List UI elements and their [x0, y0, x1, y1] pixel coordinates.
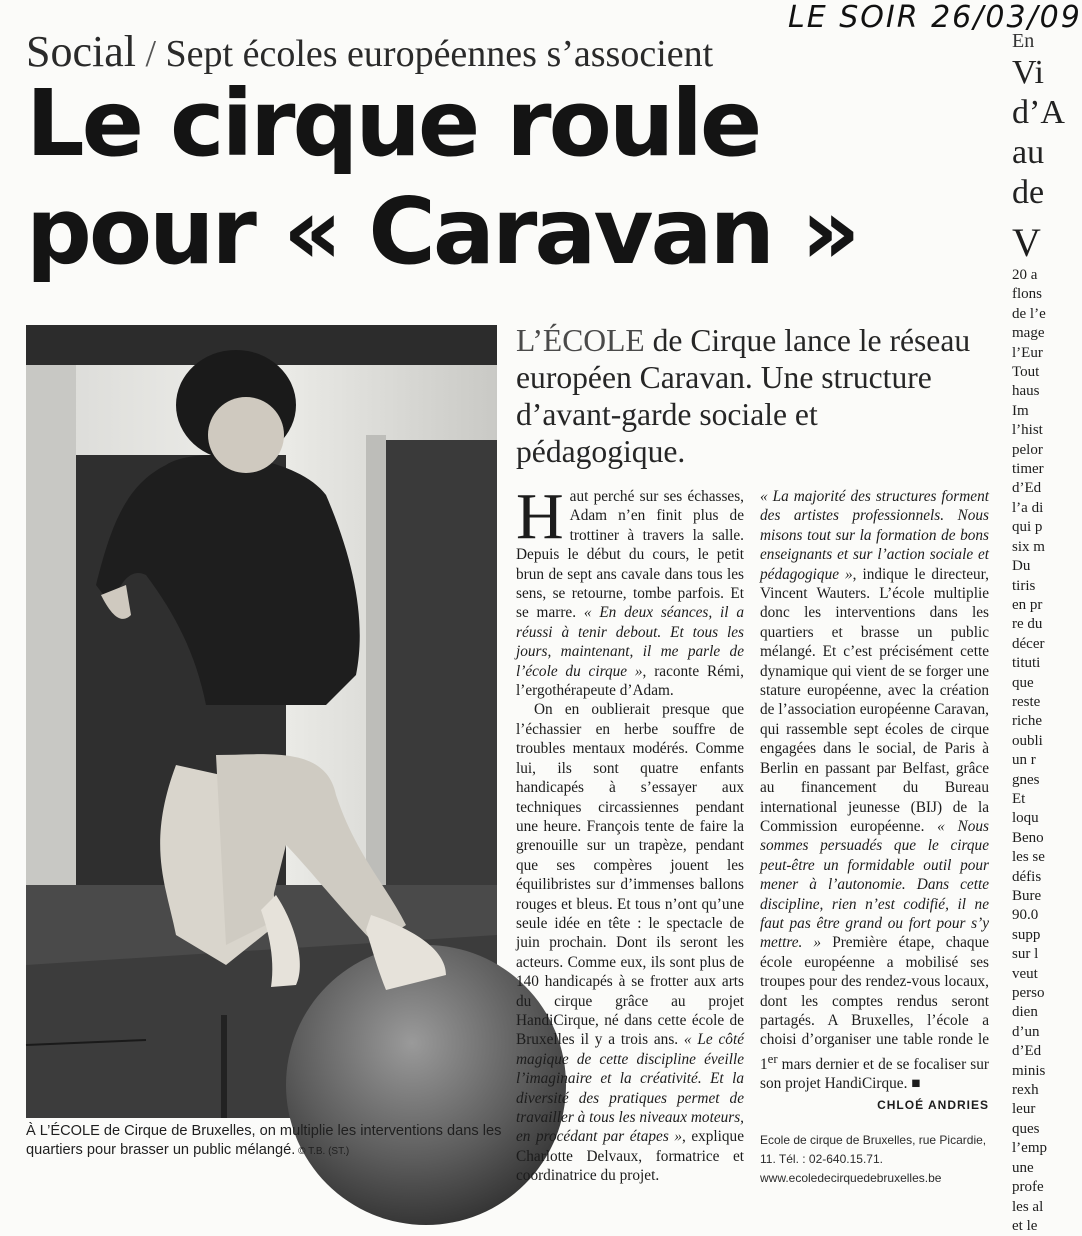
caption-text: de Cirque de Bruxelles, on multiplie les interventions dans les quartiers pour brasser un public mélangé. — [26, 1123, 502, 1158]
deck-caps: L’ÉCOLE — [516, 323, 645, 358]
adjacent-text-line: Et — [1012, 790, 1026, 807]
adjacent-text-line: et le — [1012, 1217, 1038, 1234]
adjacent-text — [1012, 266, 1058, 1236]
adjacent-text-line: décer — [1012, 635, 1045, 652]
info-box: Ecole de cirque de Bruxelles, rue Picardie, 11. Tél. : 02-640.15.71. www.ecoledecirquedebruxelles.be — [760, 1133, 987, 1185]
adjacent-title — [1012, 53, 1065, 213]
adjacent-title-line: de — [1012, 174, 1045, 211]
adjacent-text-line: tituti — [1012, 655, 1041, 672]
adjacent-text-line: de l’e — [1012, 305, 1046, 322]
author-signature: CHLOÉ ANDRIES — [877, 1097, 989, 1112]
adjacent-title-line: Vi — [1012, 54, 1044, 91]
adjacent-text-line: timer — [1012, 461, 1044, 478]
quote: « Nous sommes persuadés que le cirque peut-être un formidable outil pour mener à l’autonomie. Dans cette discipline, rien n’est codifié, il ne faut pas être grand ou fort pour s’y mettre. » — [760, 817, 989, 952]
adjacent-text-line: Beno — [1012, 829, 1044, 846]
paragraph — [760, 487, 990, 1112]
adjacent-text-line: Im — [1012, 402, 1029, 419]
adjacent-text-line: sur l — [1012, 946, 1039, 963]
adjacent-text-line: ques — [1012, 1120, 1040, 1137]
paragraph — [516, 700, 744, 1185]
adjacent-article-clipped — [1012, 30, 1065, 1234]
adjacent-text-line: les al — [1012, 1198, 1044, 1215]
adjacent-text-line: pelor — [1012, 441, 1043, 458]
adjacent-text-line: veut — [1012, 965, 1038, 982]
paragraph-text: , indique le directeur, Vincent Wauters. L’école multiplie donc les interventions dans les quartiers et brasse un public mélangé. Et c’est précisément cette dynamique qui vient de se forger une stature européenne, avec la création de l’association européenne Caravan, qui rassemble sept écoles de cirque engagées dans le social, de Paris à Berlin en passant par Belfast, grâce au financement du Bureau international jeunesse (BIJ) de la Commission européenne. — [760, 565, 989, 835]
adjacent-text-line: mage — [1012, 325, 1045, 342]
drop-cap: H — [516, 480, 564, 553]
photo-caption — [26, 1122, 504, 1161]
adjacent-text-line: une — [1012, 1159, 1034, 1176]
paragraph-text: mars dernier et de se focaliser sur son projet HandiCirque. ■ — [760, 1055, 989, 1093]
adjacent-text-line: l’a di — [1012, 499, 1044, 516]
adjacent-text-line: re du — [1012, 616, 1043, 633]
adjacent-text-line: 90.0 — [1012, 907, 1039, 924]
adjacent-text-line: perso — [1012, 985, 1045, 1002]
adjacent-text-line: riche — [1012, 713, 1042, 730]
adjacent-text-line: profe — [1012, 1179, 1044, 1196]
adjacent-text-line: d’un — [1012, 1023, 1040, 1040]
paragraph — [516, 480, 744, 700]
deck-text: de Cirque lance le réseau européen Caravan. Une structure d’avant-garde sociale et pédagogique. — [516, 323, 971, 469]
kicker-separator: / — [145, 33, 157, 75]
adjacent-text-line: gnes — [1012, 771, 1040, 788]
adjacent-drop-cap: V — [1012, 220, 1041, 265]
article-column-1 — [516, 480, 744, 1186]
adjacent-text-line: qui p — [1012, 519, 1043, 536]
photo-credit: © T.B. (ST.) — [295, 1146, 350, 1157]
adjacent-text-line: que — [1012, 674, 1034, 691]
headline-line-1: Le cirque roule — [26, 70, 760, 177]
adjacent-title-line: au — [1012, 134, 1045, 171]
adjacent-text-line: 20 a — [1012, 267, 1038, 283]
adjacent-text-line: supp — [1012, 926, 1041, 943]
adjacent-text-line: en pr — [1012, 596, 1043, 613]
quote: « La majorité des structures forment des artistes professionnels. Nous misons tout sur la formation de bons enseignants et sur l’action sociale et pédagogique » — [760, 488, 989, 583]
adjacent-text-line: flons — [1012, 286, 1042, 303]
adjacent-text-line: tiris — [1012, 577, 1036, 594]
adjacent-text-line: minis — [1012, 1062, 1046, 1079]
adjacent-text-line: Tout — [1012, 364, 1040, 381]
adjacent-text-line: un r — [1012, 752, 1036, 769]
photo-circus-child-on-ball-icon — [26, 325, 497, 1118]
superscript: er — [767, 1051, 778, 1066]
paragraph-text: , explique Charlotte Delvaux, formatrice et coordinatrice du projet. — [516, 1128, 744, 1185]
adjacent-text-line: d’Ed — [1012, 480, 1042, 497]
adjacent-text-line: d’Ed — [1012, 1043, 1042, 1060]
article-deck — [516, 322, 984, 470]
adjacent-text-line: l’hist — [1012, 422, 1043, 439]
adjacent-text-line: l’Eur — [1012, 344, 1043, 361]
caption-caps: À L’ÉCOLE — [26, 1123, 100, 1139]
adjacent-text-line: oubli — [1012, 732, 1043, 749]
headline-line-2: pour « Caravan » — [26, 178, 858, 285]
adjacent-text-line: défis — [1012, 868, 1042, 885]
paragraph-text: On en oublierait presque que l’échassier en herbe souffre de troubles mentaux modérés. Comme lui, ils sont quatre enfants handicapés à s’essayer aux techniques circassiennes pendant une heure. François tente de faire la grenouille sur un trapèze, pendant que ses compères jouent les équilibristes sur d’immenses ballons rouges et bleus. Et tous n’ont qu’une seule idée en tête : le spectacle de juin prochain. Dont ils seront les acteurs. Comme eux, ils sont plus de 140 handicapés à se frotter aux arts du cirque grâce au projet HandiCirque, né dans cette école de Bruxelles il y a trois ans. — [516, 701, 744, 1049]
article-column-2 — [760, 487, 989, 1115]
adjacent-title-line: d’A — [1012, 94, 1065, 131]
adjacent-text-line: haus — [1012, 383, 1040, 400]
adjacent-text-line: reste — [1012, 693, 1041, 710]
adjacent-text-line: dien — [1012, 1004, 1038, 1021]
adjacent-text-line: leur — [1012, 1101, 1036, 1118]
adjacent-text-line: six m — [1012, 538, 1045, 555]
adjacent-text-line: l’emp — [1012, 1140, 1047, 1157]
adjacent-text-line: les se — [1012, 849, 1045, 866]
section-name: Social — [26, 27, 136, 76]
adjacent-text-line: loqu — [1012, 810, 1039, 827]
paragraph-text: aut perché sur ses échasses, Adam n’en finit plus de trottiner à travers la salle. Depuis le début du cours, le petit brun de sept ans cavale dans tous les sens, se retourne, tombe parfois. Et se marre. — [516, 488, 744, 622]
kicker-topic: Sept écoles européennes s’associent — [165, 33, 714, 75]
adjacent-text-line: rexh — [1012, 1082, 1039, 1099]
quote: « En deux séances, il a réussi à tenir debout. Et tous les jours, maintenant, il me parle de l’école du cirque » — [516, 604, 744, 680]
paragraph-text: , raconte Rémi, l’ergothérapeute d’Adam. — [516, 662, 744, 700]
article-photo — [26, 325, 497, 1118]
adjacent-text-line: Du — [1012, 558, 1031, 575]
adjacent-kicker: En — [1012, 30, 1035, 52]
paragraph-text: Première étape, chaque école européenne a mobilisé ses troupes pour des rendez-vous locaux, dont les comptes rendus seront partagés. A Bruxelles, l’école a choisi d’organiser une table ronde le 1 — [760, 934, 990, 1073]
quote: « Le côté magique de cette discipline éveille l’imaginaire et la créativité. Et la diversité des pratiques permet de travailler à tous les niveaux moteurs, en procédant par étapes » — [516, 1031, 744, 1146]
handwritten-source-note: LE SOIR 26/03/09 — [788, 0, 1082, 35]
adjacent-text-line: Bure — [1012, 888, 1042, 904]
